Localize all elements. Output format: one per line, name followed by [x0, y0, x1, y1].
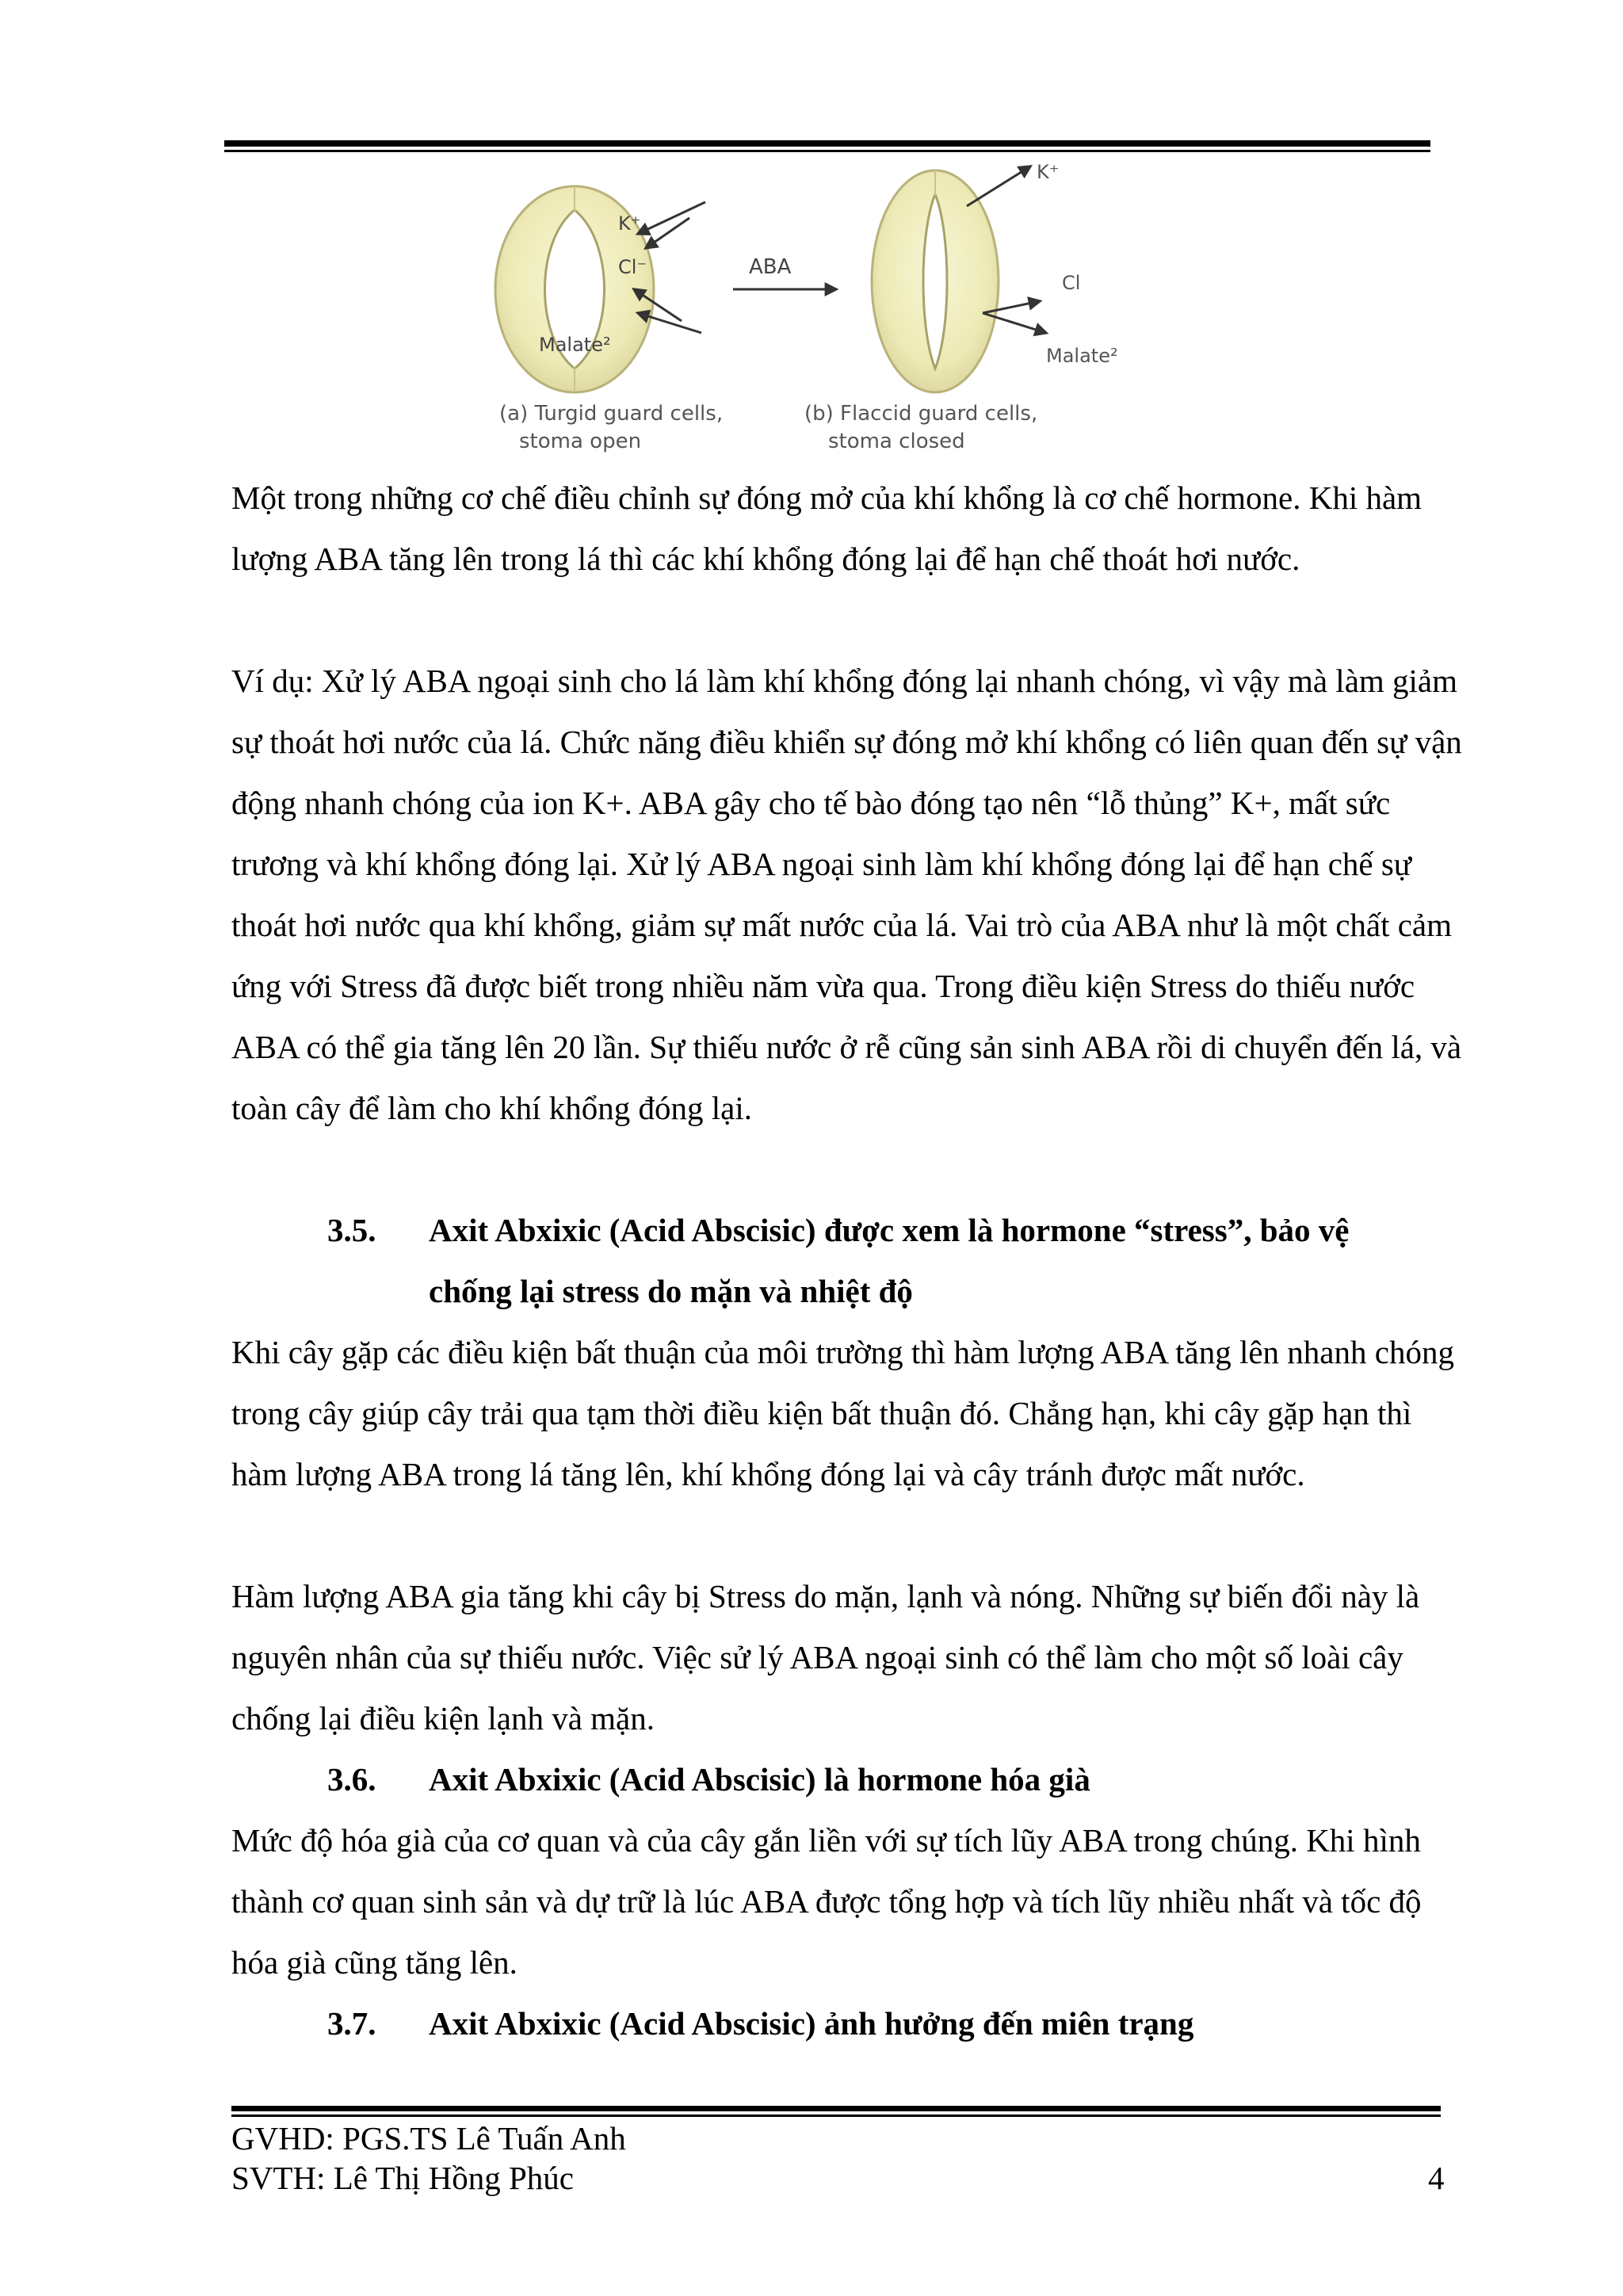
caption-a-line1: (a) Turgid guard cells,: [499, 402, 724, 426]
label-cl-left: Cl⁻: [618, 256, 647, 278]
caption-b-line1: (b) Flaccid guard cells,: [804, 402, 1038, 426]
paragraph-stress-increase: Hàm lượng ABA gia tăng khi cây bị Stress do mặn, lạnh và nóng. Những sự biến đổi này là nguyên nhân của sự thiếu nước. Việc sử lý ABA ngoại sinh có thể làm cho một số loài cây chống lại điều kiện lạnh và mặn.: [231, 1578, 1420, 1736]
section-heading-3-6: [327, 1749, 1468, 1810]
k-out-arrow: [967, 166, 1030, 206]
footer-rule-thick: [231, 2106, 1441, 2111]
flaccid-guard-cells: [872, 170, 999, 392]
guard-cell-figure: [475, 155, 1173, 472]
label-k-left: K⁺: [618, 212, 641, 235]
label-malate-right: Malate²: [1046, 345, 1118, 367]
label-cl-right: Cl: [1062, 272, 1081, 294]
label-k-right: K⁺: [1037, 161, 1060, 183]
paragraph-adverse-conditions: Khi cây gặp các điều kiện bất thuận của môi trường thì hàm lượng ABA tăng lên nhanh chóng trong cây giúp cây trải qua tạm thời điều kiện bất thuận đó. Chẳng hạn, khi cây gặp hạn thì hàm lượng ABA trong lá tăng lên, khí khổng đóng lại và cây tránh được mất nước.: [231, 1334, 1454, 1492]
footer-rule-thin: [231, 2115, 1441, 2117]
footer-advisor: GVHD: PGS.TS Lê Tuấn Anh: [231, 2120, 626, 2157]
page-number: 4: [1428, 2160, 1445, 2196]
header-rule-thin: [224, 150, 1430, 152]
label-malate-left: Malate²: [539, 334, 611, 356]
section-heading-3-7: [327, 1993, 1468, 2054]
paragraph-hormone-mechanism: Một trong những cơ chế điều chỉnh sự đóng mở của khí khổng là cơ chế hormone. Khi hàm lượng ABA tăng lên trong lá thì các khí khổng đóng lại để hạn chế thoát hơi nước.: [231, 479, 1423, 577]
footer-student: SVTH: Lê Thị Hồng Phúc: [231, 2160, 575, 2196]
caption-b-line2: stoma closed: [828, 430, 965, 453]
header-rule-thick: [224, 140, 1430, 147]
section-number-3-6: 3.6.: [327, 1761, 376, 1797]
label-aba: ABA: [749, 255, 792, 279]
section-number-3-7: 3.7.: [327, 2005, 376, 2042]
paragraph-example: Ví dụ: Xử lý ABA ngoại sinh cho lá làm khí khổng đóng lại nhanh chóng, vì vậy mà làm giảm sự thoát hơi nước của lá. Chức năng điều khiển sự đóng mở khí khổng có liên quan đến sự vận động nhanh chóng của ion K+. ABA gây cho tế bào đóng tạo nên “lỗ thủng” K+, mất sức trương và khí khổng đóng lại. Xử lý ABA ngoại sinh làm khí khổng đóng lại để hạn chế sự thoát hơi nước qua khí khổng, giảm sự mất nước của lá. Vai trò của ABA như là một chất cảm ứng với Stress đã được biết trong nhiều năm vừa qua. Trong điều kiện Stress do thiếu nước ABA có thể gia tăng lên 20 lần. Sự thiếu nước ở rễ cũng sản sinh ABA rồi di chuyển đến lá, và toàn cây để làm cho khí khổng đóng lại.: [231, 663, 1462, 1126]
section-title-3-5-line2: chống lại stress do mặn và nhiệt độ: [429, 1273, 913, 1309]
k-in-arrow-2: [646, 218, 689, 248]
section-title-3-5-line1: Axit Abxixic (Acid Abscisic) được xem là hormone “stress”, bảo vệ: [429, 1212, 1350, 1248]
section-heading-3-5: [327, 1200, 1468, 1322]
section-title-3-7: Axit Abxixic (Acid Abscisic) ảnh hưởng đến miên trạng: [429, 2005, 1194, 2042]
paragraph-aging: Mức độ hóa già của cơ quan và của cây gắn liền với sự tích lũy ABA trong chúng. Khi hình thành cơ quan sinh sản và dự trữ là lúc ABA được tổng hợp và tích lũy nhiều nhất và tốc độ hóa già cũng tăng lên.: [231, 1822, 1422, 1981]
section-title-3-6: Axit Abxixic (Acid Abscisic) là hormone hóa già: [429, 1761, 1090, 1797]
section-number-3-5: 3.5.: [327, 1212, 376, 1248]
caption-a-line2: stoma open: [519, 430, 642, 453]
